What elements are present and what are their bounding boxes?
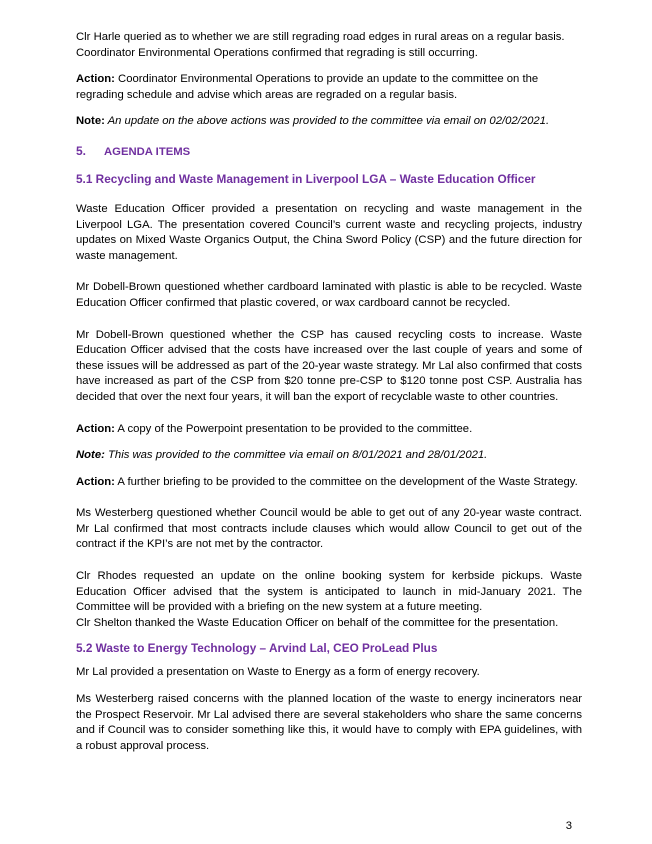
paragraph-presentation: Waste Education Officer provided a presentation on recycling and waste management in the Liverpool LGA. The presentation covered Council’s current waste and recycling projects, industry updates on Mixed Waste Organics Output, the China Sword Policy (CSP) and the future direction for waste management. [76,202,582,262]
page-number: 3 [565,820,572,832]
action-label: Action: [76,475,115,488]
subheading-waste-to-energy: 5.2 Waste to Energy Technology – Arvind Lal, CEO ProLead Plus [76,641,438,656]
paragraph-waste-to-energy: Mr Lal provided a presentation on Waste to Energy as a form of energy recovery. [76,666,480,679]
paragraph-booking-system: Clr Rhodes requested an update on the online booking system for kerbside pickups. Waste Education Officer advised that the system is anticipated to launch in mid-January 2021. The Committee will be provided with a briefing on the new system at a future meeting. [76,570,582,614]
note-update [76,114,582,130]
note-powerpoint [76,448,582,464]
note-label: Note: [76,449,105,462]
action-label: Action: [76,73,115,86]
section-heading-agenda-items [76,144,582,158]
action-regrading [76,72,582,103]
paragraph-thanks: Clr Shelton thanked the Waste Education Officer on behalf of the committee for the presentation. [76,616,559,629]
paragraph-csp-costs: Mr Dobell-Brown questioned whether the CSP has caused recycling costs to increase. Waste Education Officer advised that the costs have increased over the last couple of years and some of these issues will be addressed as part of the 20-year waste strategy. Mr Lal also confirmed that costs have increased as part of the CSP from $20 tonne pre-CSP to $120 tonne post CSP. Australia has decided that over the next four years, it will ban the export of recyclable waste to other countries. [76,328,582,403]
subheading-recycling-waste: 5.1 Recycling and Waste Management in Liverpool LGA – Waste Education Officer [76,171,536,186]
paragraph-cardboard: Mr Dobell-Brown questioned whether cardboard laminated with plastic is able to be recycled. Waste Education Officer confirmed that plastic covered, or wax cardboard cannot be recycled. [76,281,582,309]
document-page [76,30,582,754]
section-number: 5. [76,143,87,158]
paragraph-clr-harle: Clr Harle queried as to whether we are still regrading road edges in rural areas on a regular basis. Coordinator Environmental Operations confirmed that regrading is still occurring. [76,31,565,59]
section-title: AGENDA ITEMS [104,145,191,158]
paragraph-incinerators: Ms Westerberg raised concerns with the planned location of the waste to energy incinerators near the Prospect Reservoir. Mr Lal advised there are several stakeholders who share the same concerns and if Council was to consider something like this, it would have to comply with EPA guidelines, with a robust approval process. [76,693,582,752]
action-text: Coordinator Environmental Operations to provide an update to the committee on the regrading schedule and advise which areas are regraded on a regular basis. [76,73,539,101]
note-text: An update on the above actions was provided to the committee via email on 02/02/2021. [104,115,550,128]
action-label: Action: [76,422,115,435]
paragraph-contract: Ms Westerberg questioned whether Council would be able to get out of any 20-year waste contract. Mr Lal confirmed that most contracts include clauses which would allow Council to get out of the contract if the KPI’s are not met by the contractor. [76,507,582,551]
note-label: Note: [76,115,105,128]
action-briefing [76,475,582,491]
action-powerpoint [76,422,582,438]
note-text: This was provided to the committee via email on 8/01/2021 and 28/01/2021. [104,449,488,462]
action-text: A copy of the Powerpoint presentation to be provided to the committee. [114,422,473,435]
action-text: A further briefing to be provided to the committee on the development of the Waste Strategy. [114,475,578,488]
